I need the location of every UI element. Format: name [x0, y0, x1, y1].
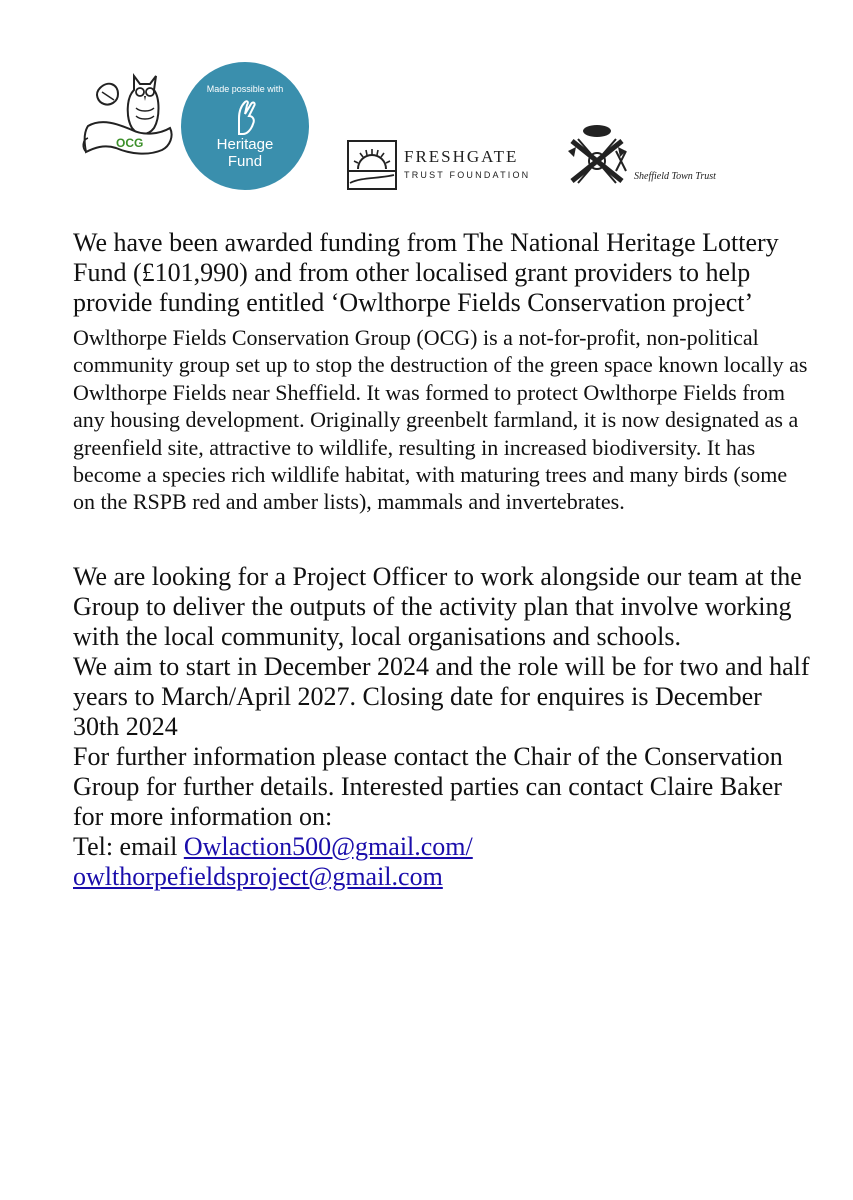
- intro-paragraph: We have been awarded funding from The National Heritage Lottery Fund (£101,990) and from other localised grant providers to help provide funding entitled ‘Owlthorpe Fields Conservation project’: [73, 228, 779, 317]
- freshgate-title: FRESHGATE: [404, 147, 519, 166]
- logo-strip: [0, 0, 853, 215]
- timeline-paragraph: We aim to start in December 2024 and the role will be for two and half years to March/April 2027. Closing date for enquires is December 30th 2024: [73, 651, 810, 741]
- heritage-name-line1: Heritage: [216, 136, 274, 153]
- owl-icon: [78, 66, 182, 166]
- contact-paragraph: For further information please contact the Chair of the Conservation Group for further details. Interested parties can contact Claire Baker for more information on:: [73, 741, 783, 831]
- sheffield-town-trust-name: Sheffield Town Trust: [634, 171, 716, 182]
- ocg-logo: [78, 66, 182, 166]
- sheffield-town-trust-logo: [564, 121, 754, 199]
- ocg-label: OCG: [116, 136, 144, 150]
- heritage-name-line2: Fund: [227, 153, 263, 170]
- arrow-sheaf-icon: [614, 149, 628, 173]
- freshgate-subtitle: TRUST FOUNDATION: [404, 170, 531, 180]
- crossed-fingers-icon: [225, 96, 265, 136]
- contact-prefix: Tel: email: [73, 831, 184, 861]
- sunrise-icon: [346, 139, 398, 191]
- about-paragraph: Owlthorpe Fields Conservation Group (OCG) is a not-for-profit, non-political community group set up to stop the destruction of the green space known locally as Owlthorpe Fields near Sheffield. It was formed to protect Owlthorpe Fields from any housing development. Originally greenbelt farmland, it is now designated as a greenfield site, attractive to wildlife, resulting in increased biodiversity. It has become a species rich wildlife habitat, with maturing trees and many birds (some on the RSPB red and amber lists), mammals and invertebrates.: [73, 325, 808, 515]
- main-content: [73, 228, 813, 892]
- freshgate-logo: [346, 135, 562, 193]
- heritage-made-possible: Made possible with: [206, 84, 284, 94]
- contact-emails: [73, 832, 813, 892]
- email-link-owlthorpe[interactable]: owlthorpefieldsproject@gmail.com: [73, 861, 443, 891]
- heritage-fund-logo: [181, 62, 309, 190]
- heritage-fund-name: [181, 136, 309, 170]
- recruit-paragraph: We are looking for a Project Officer to work alongside our team at the Group to deliver the outputs of the activity plan that involve working with the local community, local organisations and schools.: [73, 561, 802, 651]
- email-link-owlaction[interactable]: Owlaction500@gmail.com/: [183, 831, 473, 861]
